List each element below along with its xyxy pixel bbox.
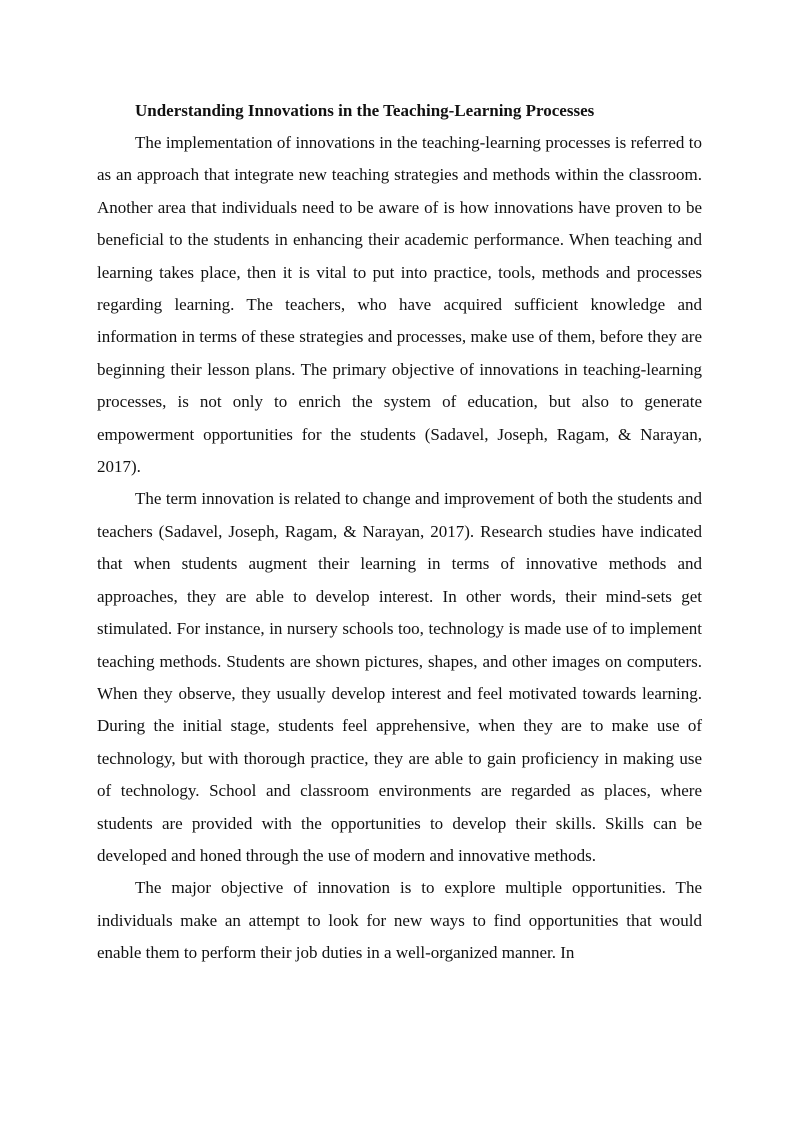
paragraph-2: The term innovation is related to change and improvement of both the students and teachers (Sadavel, Joseph, Ragam, & Narayan, 2017). Research studies have indicated that when students augment their learning in terms of innovative methods and approaches, they are able to develop interest. In other words, their mind-sets get stimulated. For instance, in nursery schools too, technology is made use of to implement teaching methods. Students are shown pictures, shapes, and other images on computers. When they observe, they usually develop interest and feel motivated towards learning. During the initial stage, students feel apprehensive, when they are to make use of technology, but with thorough practice, they are able to gain proficiency in making use of technology. School and classroom environments are regarded as places, where students are provided with the opportunities to develop their skills. Skills can be developed and honed through the use of modern and innovative methods. bbox=[97, 489, 702, 865]
document-page bbox=[97, 95, 702, 970]
paragraph-1: The implementation of innovations in the teaching-learning processes is referred to as an approach that integrate new teaching strategies and methods within the classroom. Another area that individuals need to be aware of is how innovations have proven to be beneficial to the students in enhancing their academic performance. When teaching and learning takes place, then it is vital to put into practice, tools, methods and processes regarding learning. The teachers, who have acquired sufficient knowledge and information in terms of these strategies and processes, make use of them, before they are beginning their lesson plans. The primary objective of innovations in teaching-learning processes, is not only to enrich the system of education, but also to generate empowerment opportunities for the students (Sadavel, Joseph, Ragam, & Narayan, 2017). bbox=[97, 133, 702, 477]
paragraph-3: The major objective of innovation is to explore multiple opportunities. The individuals make an attempt to look for new ways to find opportunities that would enable them to perform their job duties in a well-organized manner. In bbox=[97, 878, 702, 963]
section-heading: Understanding Innovations in the Teaching-Learning Processes bbox=[135, 101, 595, 120]
